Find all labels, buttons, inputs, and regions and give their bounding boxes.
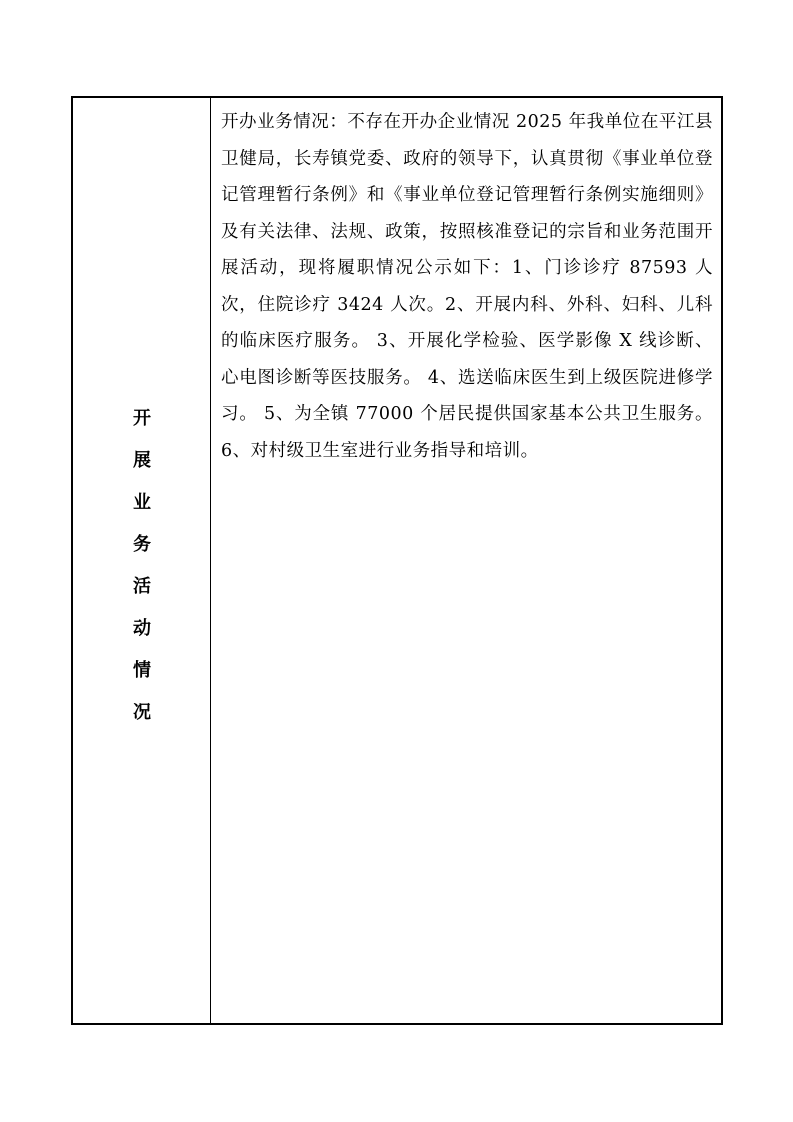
section-label-char: 展 xyxy=(133,450,151,471)
activity-report-table xyxy=(71,96,723,1025)
section-label-char: 情 xyxy=(133,660,151,681)
section-label-char: 况 xyxy=(133,702,151,723)
section-content-cell xyxy=(211,98,721,1023)
section-content-text: 开办业务情况：不存在开办企业情况 2025 年我单位在平江县卫健局，长寿镇党委、政府的领导下，认真贯彻《事业单位登记管理暂行条例》和《事业单位登记管理暂行条例实施细则》及有关法律、法规、政策，按照核准登记的宗旨和业务范围开展活动，现将履职情况公示如下：1、门诊诊疗 87593 人次，住院诊疗 3424 人次。2、开展内科、外科、妇科、儿科的临床医疗服务。 3、开展化学检验、医学影像 X 线诊断、心电图诊断等医技服务。 4、选送临床医生到上级医院进修学习。 5、为全镇 77000 个居民提供国家基本公共卫生服务。6、对村级卫生室进行业务指导和培训。 xyxy=(221,112,713,461)
section-label-char: 动 xyxy=(133,618,151,639)
section-label-char: 务 xyxy=(133,534,151,555)
section-label-char: 活 xyxy=(133,576,151,597)
section-label-char: 业 xyxy=(133,492,151,513)
section-label-char: 开 xyxy=(133,408,151,429)
section-label-cell xyxy=(73,98,211,1023)
section-label xyxy=(73,398,211,734)
